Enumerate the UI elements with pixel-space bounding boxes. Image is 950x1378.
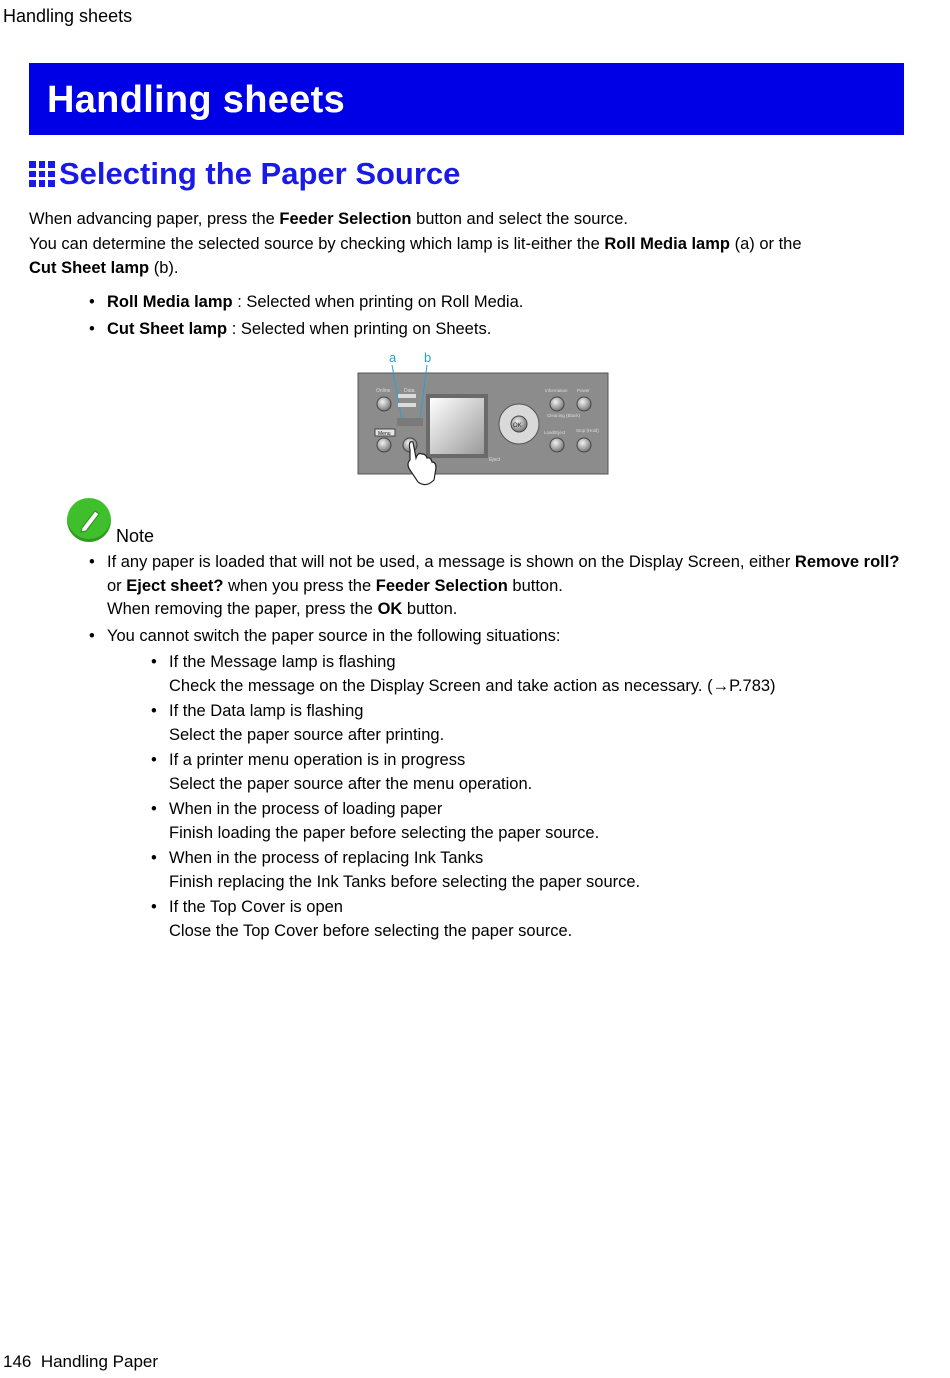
situation-item: • If the Data lamp is flashing Select the paper source after printing. <box>150 700 918 747</box>
svg-text:Stop (Hold): Stop (Hold) <box>576 428 599 433</box>
situation-item: • When in the process of replacing Ink Tanks Finish replacing the Ink Tanks before selecting the paper source. <box>150 847 918 894</box>
callout-label-a: a <box>389 350 397 365</box>
svg-text:Load/Eject: Load/Eject <box>544 430 566 435</box>
power-button <box>577 397 591 411</box>
online-button <box>377 397 391 411</box>
section-title: Selecting the Paper Source <box>59 156 461 191</box>
note-heading <box>67 498 155 546</box>
svg-text:Menu: Menu <box>378 431 391 437</box>
title-bar <box>29 63 904 135</box>
page-number: 146 <box>3 1352 32 1371</box>
bottom-left-button <box>377 438 391 452</box>
svg-text:OK: OK <box>513 423 522 429</box>
panel-label-data: Data <box>404 388 415 394</box>
list-item: • Cut Sheet lamp : Selected when printing on Sheets. <box>88 316 523 343</box>
stop-button <box>577 438 591 452</box>
panel-label-online: Online <box>376 388 391 394</box>
situation-item: • If the Message lamp is flashing Check the message on the Display Screen and take action as necessary. (→P.783) <box>150 651 918 698</box>
information-button <box>550 397 564 411</box>
section-grid-icon <box>29 161 55 187</box>
note-list <box>88 551 918 946</box>
control-panel-figure <box>356 348 612 488</box>
list-item: • If any paper is loaded that will not be used, a message is shown on the Display Screen, either Remove roll? or Eject sheet? when you press the Feeder Selection button. When removing the paper, press the OK button. <box>88 551 918 622</box>
page-footer <box>3 1352 158 1372</box>
situation-item: • If a printer menu operation is in progress Select the paper source after the menu operation. <box>150 749 918 796</box>
list-item: • Roll Media lamp : Selected when printing on Roll Media. <box>88 289 523 316</box>
situation-item: • If the Top Cover is open Close the Top Cover before selecting the paper source. <box>150 896 918 943</box>
situation-list <box>107 651 918 943</box>
load-eject-button <box>550 438 564 452</box>
svg-text:Power: Power <box>577 388 590 393</box>
situation-item: • When in the process of loading paper Finish loading the paper before selecting the paper source. <box>150 798 918 845</box>
roll-media-lamp <box>398 394 416 398</box>
svg-text:Cleaning (Black): Cleaning (Black) <box>547 413 581 418</box>
list-item: • You cannot switch the paper source in the following situations: • If the Message lamp is flashing Check the message on the Display Screen and take action as necessary. (→P.783) • If the Data lamp is flashing Select the paper source after printing. • If a printer menu operation is in progress Select the paper source after the menu operation. • When in the process of loading paper Finish loading the paper before selecting the paper source. • When in the process of replacing Ink Tanks Finish replacing the Ink Tanks before selecting the paper source. • If the Top Cover is open Close the Top Cover before selecting the paper source. <box>88 625 918 944</box>
section-heading <box>29 156 460 192</box>
note-pencil-icon <box>67 498 111 542</box>
lamp-icons <box>397 418 423 426</box>
svg-text:Information: Information <box>545 388 568 393</box>
lamp-list <box>88 289 523 343</box>
note-label: Note <box>116 526 155 546</box>
cut-sheet-lamp <box>398 403 416 407</box>
page-title: Handling sheets <box>47 79 345 121</box>
callout-label-b: b <box>424 350 432 365</box>
svg-text:Eject: Eject <box>489 457 501 463</box>
intro-paragraph: When advancing paper, press the Feeder Selection button and select the source. You can determine the selected source by checking which lamp is lit-either the Roll Media lamp (a) or the Cut Sheet lamp (b). <box>29 210 802 277</box>
footer-section: Handling Paper <box>40 1352 159 1371</box>
running-head: Handling sheets <box>3 6 133 26</box>
